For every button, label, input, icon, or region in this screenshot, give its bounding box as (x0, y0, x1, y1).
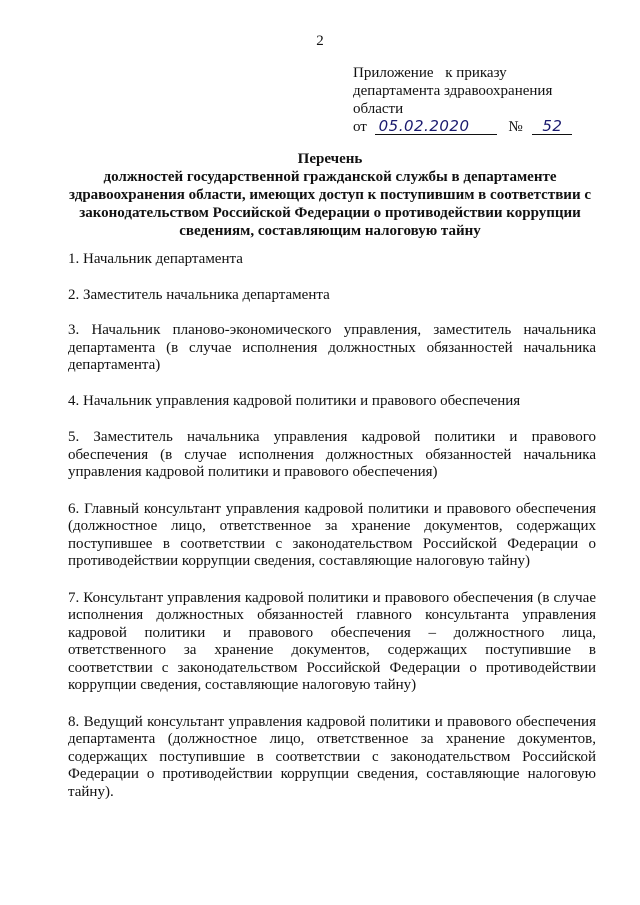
list-item: 8. Ведущий консультант управления кадровой политики и правового обеспечения департамента (должностное лицо, ответственное за хранение документов, содержащих поступившие в соответствии с законодательством Российской Федерации о противодействии коррупции сведения, составляющие налоговую тайну). (68, 713, 596, 800)
list-item: 3. Начальник планово-экономического управления, заместитель начальника департамента (в случае исполнения должностных обязанностей начальника департамента) (68, 322, 596, 373)
list-item: 2. Заместитель начальника департамента (68, 286, 330, 303)
appendix-date-number-row (353, 118, 603, 136)
positions-list (68, 251, 596, 801)
appendix-order-label: к приказу (445, 65, 507, 81)
appendix-header (353, 64, 603, 136)
title-main: Перечень (297, 151, 363, 167)
list-item: 7. Консультант управления кадровой политики и правового обеспечения (в случае исполнения должностных обязанностей главного консультанта управления кадровой политики и правового обеспечения – должностного лица, ответственного за хранение документов, содержащих поступившие в соответствии с законодательством Российской Федерации о противодействии коррупции сведения, составляющие налоговую тайну) (68, 589, 596, 693)
order-date-handwritten: 05.02.2020 (375, 118, 497, 135)
list-item: 6. Главный консультант управления кадровой политики и правового обеспечения (должностное лицо, ответственное за хранение документов, содержащих поступившее в соответствии с законодательством Российской Федерации о противодействии коррупции сведения, составляющие налоговую тайну) (68, 500, 596, 569)
list-item: 5. Заместитель начальника управления кадровой политики и правового обеспечения (в случае исполнения должностных обязанностей начальника управления кадровой политики и правового обеспечения) (68, 429, 596, 480)
appendix-label: Приложение (353, 65, 434, 81)
appendix-line-2: департамента здравоохранения (353, 83, 553, 99)
list-item: 1. Начальник департамента (68, 251, 243, 267)
appendix-line-3: области (353, 101, 404, 117)
title-subtitle: должностей государственной гражданской службы в департаменте здравоохранения области, имеющих доступ к поступившим в соответствии с законодательством Российской Федерации о противодействии коррупции сведениям, составляющим налоговую тайну (69, 169, 591, 239)
from-label: от (353, 119, 367, 135)
list-item: 4. Начальник управления кадровой политики и правового обеспечения (68, 392, 521, 409)
order-number-handwritten: 52 (532, 118, 572, 135)
document-title (60, 150, 600, 240)
appendix-line-1 (353, 64, 603, 82)
page-number: 2 (316, 33, 324, 49)
number-label: № (508, 119, 523, 135)
